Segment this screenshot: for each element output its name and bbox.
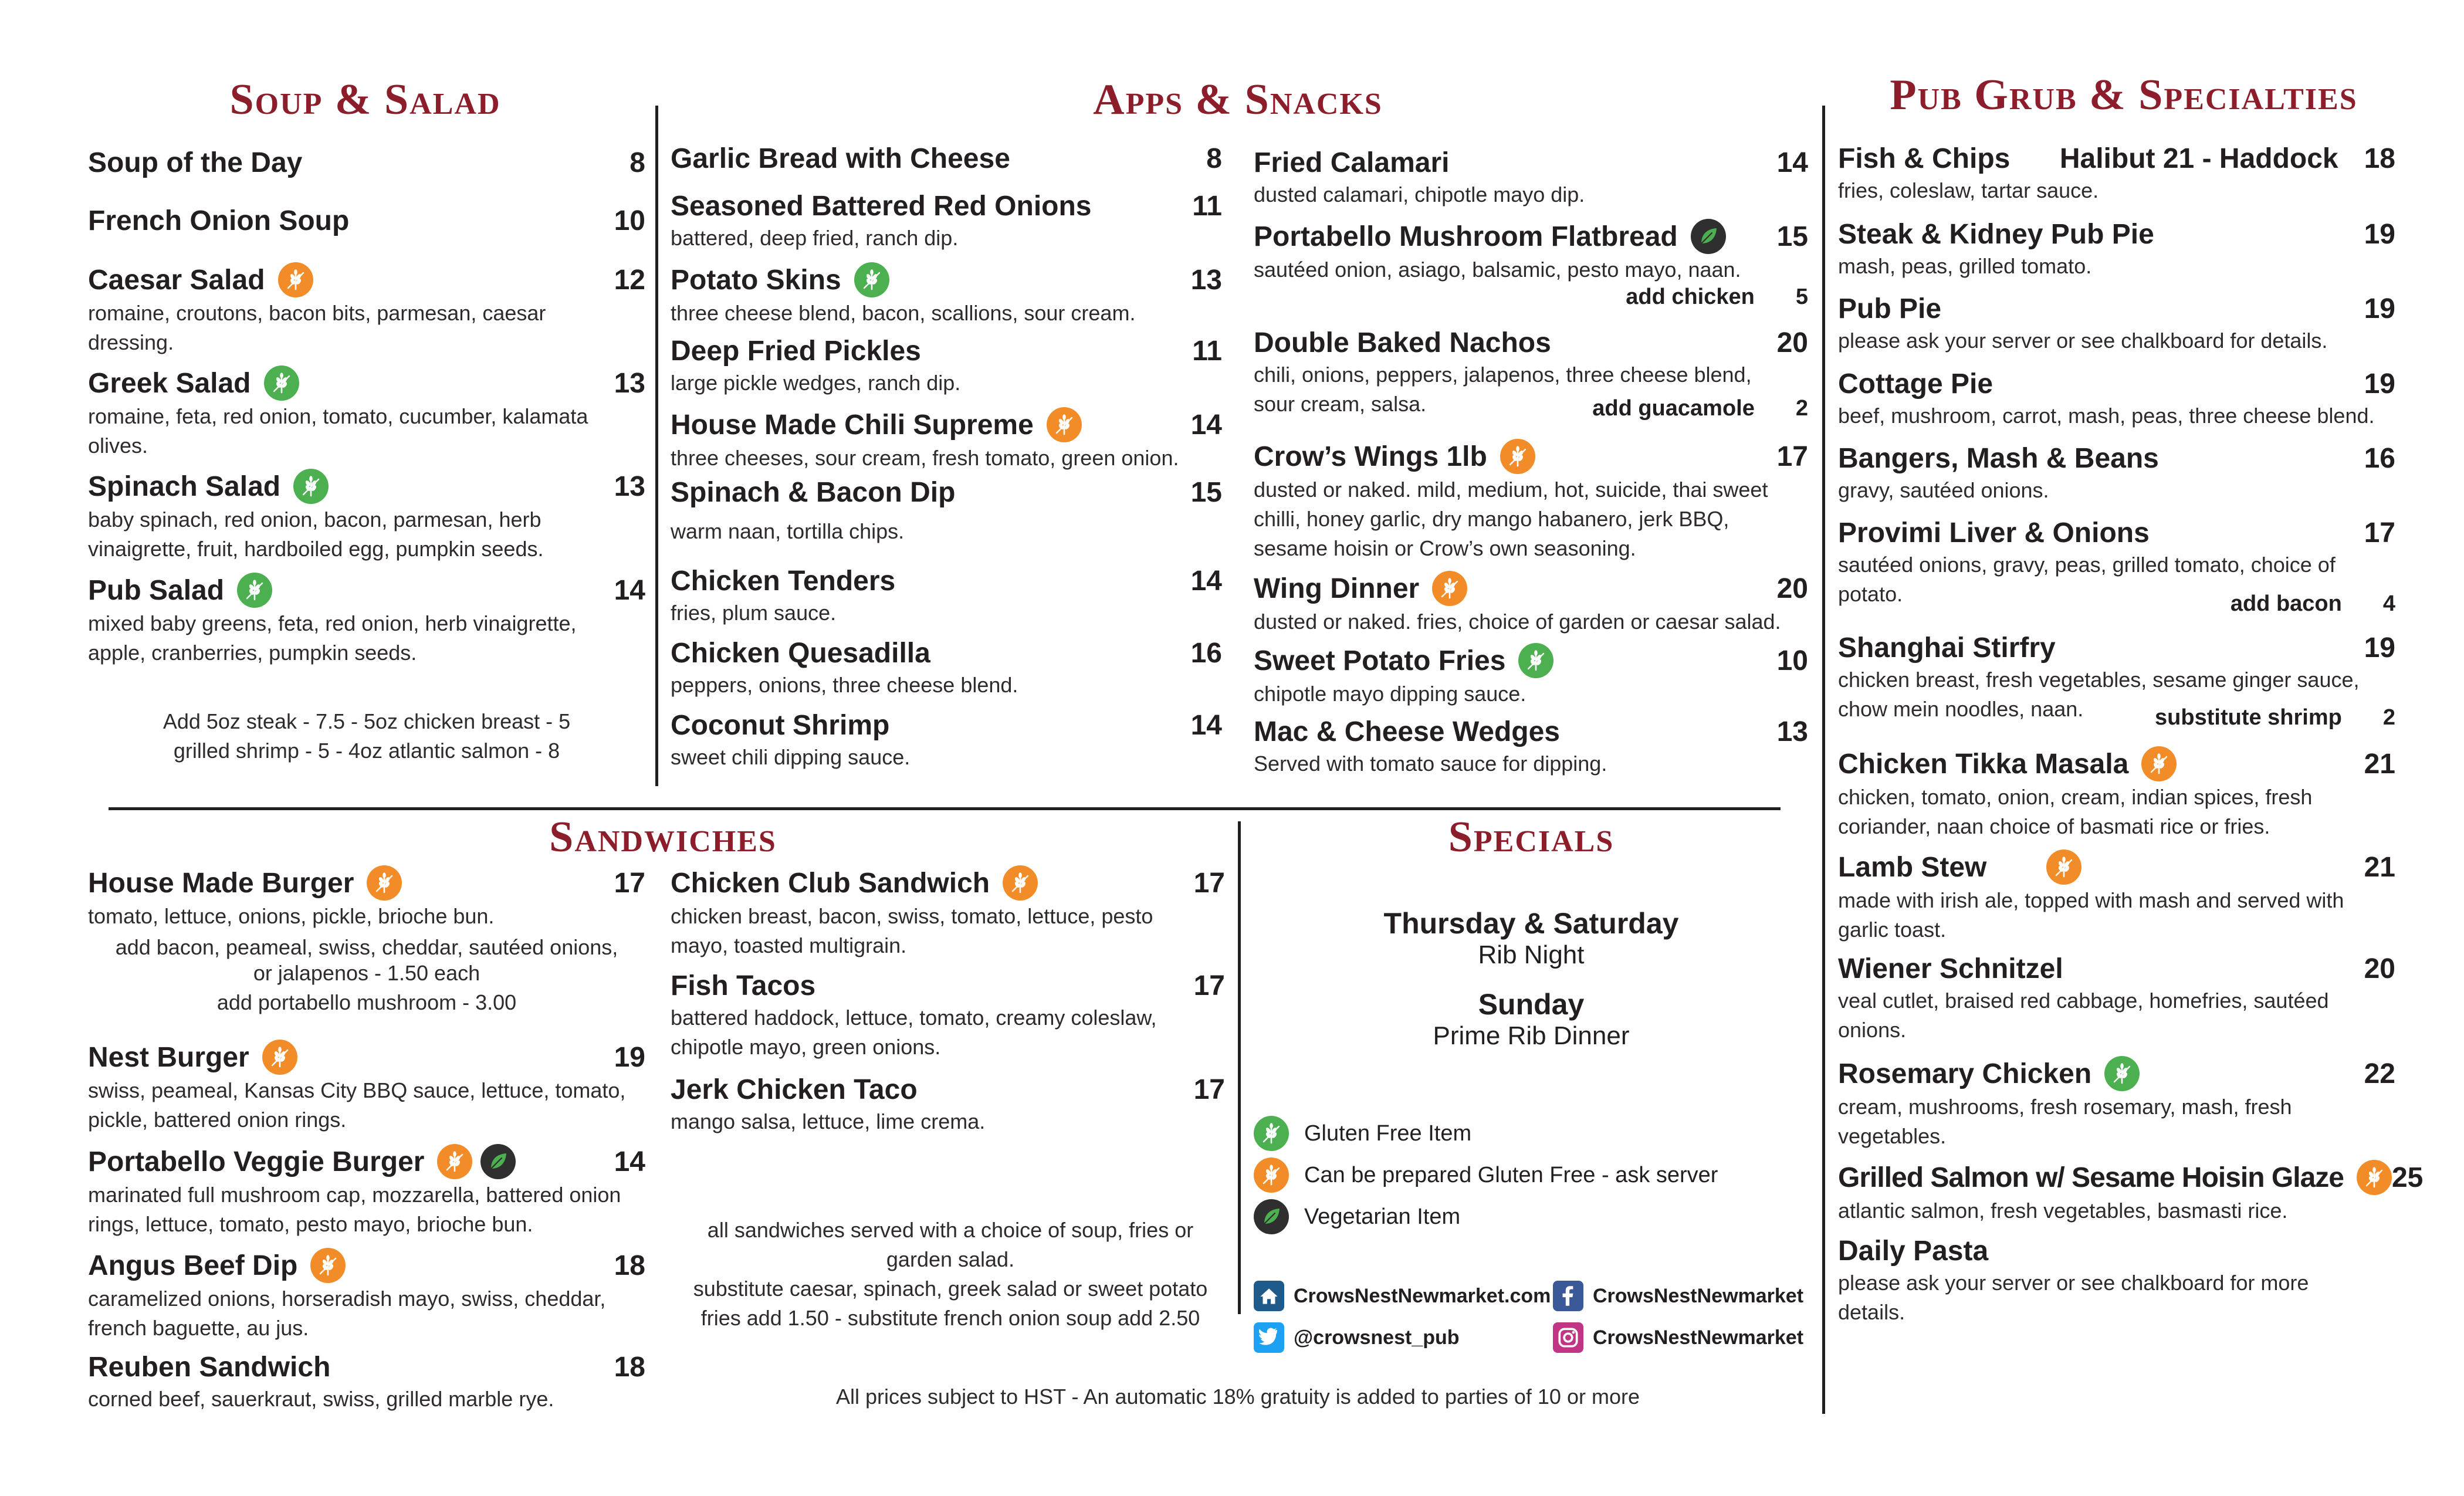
item-description: romaine, croutons, bacon bits, parmesan, caesar dressing. (88, 301, 546, 354)
item-name: Fish & Chips (1838, 143, 2011, 174)
menu-item (1838, 1160, 2424, 1226)
legend-can-be-gluten-free (1254, 1157, 1718, 1193)
gluten-free-option-icon (2046, 849, 2081, 885)
item-price: 11 (1192, 336, 1222, 367)
specials-block (1261, 906, 1801, 1051)
divider-vertical-2 (1238, 821, 1241, 1314)
item-description: battered haddock, lettuce, tomato, creamy coleslaw, chipotle mayo, green onions. (671, 1006, 1157, 1059)
item-price: 19 (614, 1041, 645, 1073)
item-price: 14 (1190, 710, 1222, 741)
menu-item (1254, 571, 1808, 637)
legend-label: Can be prepared Gluten Free - ask server (1304, 1162, 1718, 1187)
item-price: 14 (614, 1146, 645, 1177)
item-description: made with irish ale, topped with mash and served with garlic toast. (1838, 888, 2344, 942)
menu-item (671, 476, 1222, 546)
item-description: swiss, peameal, Kansas City BBQ sauce, lettuce, tomato, pickle, battered onion rings. (88, 1078, 626, 1132)
menu-item (1254, 716, 1808, 779)
menu-item (88, 865, 645, 931)
item-description: dusted or naked. fries, choice of garden or caesar salad. (1254, 610, 1781, 634)
menu-item (88, 1351, 645, 1414)
add-guacamole-option (1254, 396, 1808, 421)
item-name: Chicken Tikka Masala (1838, 748, 2129, 780)
note-line: substitute caesar, spinach, greek salad or sweet potato (693, 1277, 1208, 1301)
item-price: 13 (1776, 716, 1808, 747)
item-name: Greek Salad (88, 367, 251, 399)
addon-price: 2 (1795, 396, 1808, 421)
menu-item (1838, 442, 2395, 505)
item-name: Fish Tacos (671, 970, 816, 1001)
item-description: cream, mushrooms, fresh rosemary, mash, fresh vegetables. (1838, 1095, 2292, 1148)
item-price: 19 (2364, 368, 2395, 400)
menu-item (1254, 439, 1808, 563)
menu-item (1838, 1235, 2395, 1327)
item-description: warm naan, tortilla chips. (671, 519, 905, 543)
heading-soup-salad: Soup & Salad (229, 76, 501, 124)
menu-item (88, 147, 645, 179)
gluten-free-icon (1254, 1116, 1289, 1151)
item-name: Spinach & Bacon Dip (671, 477, 956, 508)
gluten-free-option-icon (310, 1248, 346, 1283)
website-label: CrowsNestNewmarket.com (1294, 1284, 1551, 1307)
addon-label: substitute shrimp (2155, 705, 2342, 730)
item-description: three cheeses, sour cream, fresh tomato, green onion. (671, 446, 1179, 470)
note-line: fries add 1.50 - substitute french onion soup add 2.50 (700, 1306, 1200, 1330)
item-name: Coconut Shrimp (671, 710, 890, 741)
facebook-link[interactable] (1553, 1281, 1803, 1311)
heading-apps-snacks: Apps & Snacks (1093, 76, 1383, 124)
addon-label: add chicken (1626, 285, 1755, 309)
item-variants: Halibut 21 - Haddock (2059, 143, 2338, 174)
menu-item (1254, 219, 1808, 285)
menu-item (88, 469, 645, 564)
menu-item (671, 190, 1222, 253)
item-price: 13 (1190, 264, 1222, 296)
item-description: chili, onions, peppers, jalapenos, three cheese blend, (1254, 363, 1752, 387)
item-name: Deep Fried Pickles (671, 336, 921, 367)
facebook-icon (1553, 1281, 1583, 1311)
sandwich-side-note (663, 1216, 1238, 1333)
menu-item (1254, 643, 1808, 709)
heading-specials: Specials (1448, 813, 1615, 861)
menu-item (671, 407, 1222, 473)
menu-item (1838, 218, 2395, 281)
add-bacon-option (1838, 591, 2395, 617)
addon-line: Add 5oz steak - 7.5 - 5oz chicken breast - 5 (163, 709, 571, 733)
gluten-free-option-icon (262, 1040, 297, 1075)
home-icon (1254, 1281, 1284, 1311)
item-description: fries, plum sauce. (671, 601, 837, 625)
note-line: all sandwiches served with a choice of soup, fries or (707, 1218, 1194, 1242)
item-name: Crow’s Wings 1lb (1254, 441, 1487, 472)
item-name: French Onion Soup (88, 205, 350, 236)
special-day: Sunday (1478, 988, 1585, 1021)
item-price: 8 (1206, 143, 1222, 174)
gluten-free-icon (237, 573, 272, 608)
addon-line: add bacon, peameal, swiss, cheddar, sautéed onions, (115, 935, 618, 959)
item-price: 17 (2364, 517, 2395, 549)
gluten-free-option-icon (1047, 407, 1082, 442)
twitter-link[interactable] (1254, 1322, 1460, 1353)
special-day: Thursday & Saturday (1383, 907, 1679, 940)
menu-item (88, 1248, 645, 1343)
item-description: marinated full mushroom cap, mozzarella, battered onion rings, lettuce, tomato, pesto mayo, brioche bun. (88, 1183, 621, 1236)
item-name: Chicken Club Sandwich (671, 867, 990, 899)
menu-item (671, 865, 1225, 960)
item-name: Wing Dinner (1254, 573, 1420, 604)
addon-line: grilled shrimp - 5 - 4oz atlantic salmon - 8 (173, 739, 560, 763)
item-price: 14 (1776, 147, 1808, 178)
item-price: 17 (1193, 970, 1225, 1001)
item-price: 19 (2364, 219, 2395, 250)
item-price: 20 (1776, 573, 1808, 604)
footer-note: All prices subject to HST - An automatic 18% gratuity is added to parties of 10 or more (835, 1385, 1640, 1409)
instagram-label: CrowsNestNewmarket (1593, 1326, 1804, 1349)
item-description: please ask your server or see chalkboard for more details. (1838, 1271, 2309, 1324)
item-description: corned beef, sauerkraut, swiss, grilled marble rye. (88, 1387, 554, 1411)
gluten-free-icon (2104, 1056, 2140, 1091)
item-name: Shanghai Stirfry (1838, 632, 2056, 664)
item-price: 8 (629, 147, 645, 178)
menu-item (671, 143, 1222, 175)
gluten-free-icon (1518, 643, 1553, 678)
twitter-icon (1254, 1322, 1284, 1353)
addon-price: 5 (1795, 285, 1808, 309)
menu-item (671, 1074, 1225, 1136)
menu-item (1254, 147, 1808, 209)
item-description: baby spinach, red onion, bacon, parmesan, herb vinaigrette, fruit, hardboiled egg, pumpkin seeds. (88, 507, 544, 561)
item-name: House Made Burger (88, 867, 354, 899)
item-description: romaine, feta, red onion, tomato, cucumber, kalamata olives. (88, 404, 588, 458)
item-price: 12 (614, 264, 645, 296)
item-price: 17 (1776, 441, 1808, 472)
item-name: Caesar Salad (88, 264, 265, 296)
menu-item (671, 970, 1225, 1062)
item-description: sweet chili dipping sauce. (671, 745, 911, 769)
item-description: fries, coleslaw, tartar sauce. (1838, 178, 2099, 202)
menu-item (88, 1040, 645, 1135)
menu-item (671, 262, 1222, 328)
item-price: 16 (2364, 443, 2395, 474)
gluten-free-option-icon (2141, 746, 2177, 781)
item-description: dusted calamari, chipotle mayo dip. (1254, 182, 1585, 207)
item-name: Grilled Salmon w/ Sesame Hoisin Glaze (1838, 1162, 2344, 1193)
instagram-icon (1553, 1322, 1583, 1353)
menu-item (1838, 143, 2395, 205)
item-price: 17 (1193, 867, 1225, 899)
item-price: 22 (2364, 1058, 2395, 1089)
vegetarian-icon (1254, 1199, 1289, 1234)
item-price: 18 (614, 1250, 645, 1281)
legend-vegetarian (1254, 1199, 1460, 1234)
facebook-label: CrowsNestNewmarket (1593, 1284, 1804, 1307)
divider-vertical-1 (655, 106, 658, 786)
item-price: 13 (614, 471, 645, 502)
item-price: 16 (1190, 638, 1222, 669)
gluten-free-option-icon (1432, 571, 1467, 606)
menu-item (1838, 368, 2395, 431)
item-description: large pickle wedges, ranch dip. (671, 371, 961, 395)
menu-item (88, 205, 645, 237)
item-name: Reuben Sandwich (88, 1352, 331, 1383)
item-description: chicken, tomato, onion, cream, indian spices, fresh coriander, naan choice of basmati rice or fries. (1838, 785, 2313, 838)
gluten-free-option-icon (1254, 1157, 1289, 1193)
item-name: Sweet Potato Fries (1254, 645, 1506, 676)
addon-price: 4 (2382, 591, 2395, 616)
item-name: Wiener Schnitzel (1838, 953, 2063, 984)
addon-line: add portabello mushroom - 3.00 (216, 990, 517, 1014)
item-price: 14 (614, 574, 645, 606)
item-price: 14 (1190, 409, 1222, 441)
add-chicken-option (1254, 285, 1808, 310)
item-price: 19 (2364, 293, 2395, 324)
menu-item (88, 573, 645, 668)
salad-addons (88, 707, 645, 766)
item-description: Served with tomato sauce for dipping. (1254, 752, 1607, 776)
item-price: 15 (1190, 477, 1222, 508)
item-description: tomato, lettuce, onions, pickle, brioche bun. (88, 904, 495, 928)
item-name: Jerk Chicken Taco (671, 1074, 918, 1105)
item-description: mango salsa, lettuce, lime crema. (671, 1109, 986, 1133)
item-description: potato. (1838, 582, 1903, 606)
menu-item (88, 1144, 645, 1239)
item-description: sour cream, salsa. (1254, 392, 1427, 416)
divider-vertical-3 (1822, 106, 1825, 1414)
item-name: Nest Burger (88, 1041, 249, 1073)
twitter-label: @crowsnest_pub (1294, 1326, 1460, 1349)
item-name: Seasoned Battered Red Onions (671, 191, 1092, 222)
menu-item (88, 262, 645, 357)
item-price: 13 (614, 367, 645, 399)
divider-horizontal (109, 807, 1781, 810)
item-name: Fried Calamari (1254, 147, 1450, 178)
menu-item (1838, 1056, 2395, 1151)
item-description: chipotle mayo dipping sauce. (1254, 682, 1527, 706)
item-name: Soup of the Day (88, 147, 303, 178)
item-description: three cheese blend, bacon, scallions, sour cream. (671, 301, 1136, 325)
addon-label: add bacon (2230, 591, 2342, 616)
item-name: Potato Skins (671, 264, 841, 296)
instagram-link[interactable] (1553, 1322, 1803, 1353)
item-name: Chicken Tenders (671, 566, 896, 597)
item-description: battered, deep fried, ranch dip. (671, 226, 959, 250)
item-description: beef, mushroom, carrot, mash, peas, three cheese blend. (1838, 404, 2375, 428)
item-price: 21 (2364, 851, 2395, 883)
item-description: mixed baby greens, feta, red onion, herb vinaigrette, apple, cranberries, pumpkin seeds. (88, 611, 577, 665)
item-name: Chicken Quesadilla (671, 638, 930, 669)
gluten-free-icon (264, 365, 299, 401)
item-description: chicken breast, fresh vegetables, sesame ginger sauce, (1838, 668, 2360, 692)
vegetarian-icon (1691, 219, 1726, 254)
item-price: 17 (1193, 1074, 1225, 1105)
menu-item (671, 335, 1222, 398)
gluten-free-option-icon (1500, 439, 1535, 474)
item-price: 21 (2364, 748, 2395, 780)
gluten-free-option-icon (278, 262, 313, 297)
item-price: 14 (1190, 566, 1222, 597)
menu-item (671, 709, 1222, 772)
addon-price: 2 (2382, 705, 2395, 730)
heading-pub-grub: Pub Grub & Specialties (1890, 71, 2358, 119)
item-name: Lamb Stew (1838, 851, 1987, 883)
gluten-free-icon (293, 469, 329, 504)
item-name: Spinach Salad (88, 471, 281, 502)
gluten-free-icon (854, 262, 889, 297)
vegetarian-icon (480, 1144, 516, 1179)
item-description: gravy, sautéed onions. (1838, 478, 2049, 502)
addon-line: or jalapenos - 1.50 each (253, 961, 480, 985)
website-link[interactable] (1254, 1281, 1551, 1311)
item-name: Steak & Kidney Pub Pie (1838, 219, 2154, 250)
legend-label: Gluten Free Item (1304, 1121, 1472, 1146)
item-description: atlantic salmon, fresh vegetables, basmasti rice. (1838, 1199, 2288, 1223)
burger-addons (88, 933, 645, 1017)
item-price: 20 (2364, 953, 2395, 984)
item-price: 10 (1776, 645, 1808, 676)
item-price: 15 (1776, 221, 1808, 252)
item-description: sautéed onions, gravy, peas, grilled tomato, choice of (1838, 553, 2336, 577)
item-description: chicken breast, bacon, swiss, tomato, lettuce, pesto mayo, toasted multigrain. (671, 904, 1153, 957)
note-line: garden salad. (886, 1247, 1015, 1271)
menu-item (88, 365, 645, 461)
gluten-free-option-icon (437, 1144, 472, 1179)
legend-gluten-free (1254, 1116, 1471, 1151)
item-description: please ask your server or see chalkboard for details. (1838, 329, 2328, 353)
item-price: 11 (1192, 191, 1222, 222)
item-name: Angus Beef Dip (88, 1250, 298, 1281)
item-price: 18 (2364, 143, 2395, 174)
menu-item (1838, 293, 2395, 356)
item-name: Double Baked Nachos (1254, 327, 1551, 358)
item-description: veal cutlet, braised red cabbage, homefries, sautéed onions. (1838, 989, 2329, 1042)
item-name: Mac & Cheese Wedges (1254, 716, 1560, 747)
item-name: Portabello Veggie Burger (88, 1146, 425, 1177)
item-price: 20 (1776, 327, 1808, 358)
item-name: Garlic Bread with Cheese (671, 143, 1010, 174)
item-price: 10 (614, 205, 645, 236)
menu-item (1838, 849, 2395, 945)
menu-item (671, 637, 1222, 700)
item-description: mash, peas, grilled tomato. (1838, 254, 2092, 278)
item-description: peppers, onions, three cheese blend. (671, 673, 1018, 697)
menu-item (1838, 746, 2395, 841)
item-name: Pub Salad (88, 574, 225, 606)
item-price: 25 (2391, 1162, 2424, 1193)
item-name: Cottage Pie (1838, 368, 1993, 400)
item-name: Daily Pasta (1838, 1236, 1989, 1267)
legend-label: Vegetarian Item (1304, 1204, 1461, 1229)
item-name: Bangers, Mash & Beans (1838, 443, 2159, 474)
menu-item (671, 565, 1222, 628)
item-name: House Made Chili Supreme (671, 409, 1034, 441)
gluten-free-option-icon (367, 865, 402, 901)
item-price: 18 (614, 1352, 645, 1383)
special-name: Prime Rib Dinner (1433, 1021, 1630, 1050)
heading-sandwiches: Sandwiches (549, 813, 777, 861)
addon-label: add guacamole (1592, 396, 1755, 421)
substitute-shrimp-option (1838, 705, 2395, 730)
item-description: dusted or naked. mild, medium, hot, suicide, thai sweet chilli, honey garlic, dry mango habanero, jerk BBQ, sesame hoisin or Crow’s own seasoning. (1254, 478, 1768, 560)
item-description: chow mein noodles, naan. (1838, 697, 2084, 721)
item-description: caramelized onions, horseradish mayo, swiss, cheddar, french baguette, au jus. (88, 1287, 606, 1340)
menu-item (1838, 953, 2395, 1045)
item-name: Pub Pie (1838, 293, 1942, 324)
item-name: Provimi Liver & Onions (1838, 517, 2150, 549)
item-name: Rosemary Chicken (1838, 1058, 2092, 1089)
item-price: 17 (614, 867, 645, 899)
item-description: sautéed onion, asiago, balsamic, pesto mayo, naan. (1254, 258, 1741, 282)
gluten-free-option-icon (1003, 865, 1038, 901)
gluten-free-option-icon (2357, 1160, 2392, 1195)
item-price: 19 (2364, 632, 2395, 664)
special-name: Rib Night (1478, 940, 1585, 969)
item-name: Portabello Mushroom Flatbread (1254, 221, 1678, 252)
